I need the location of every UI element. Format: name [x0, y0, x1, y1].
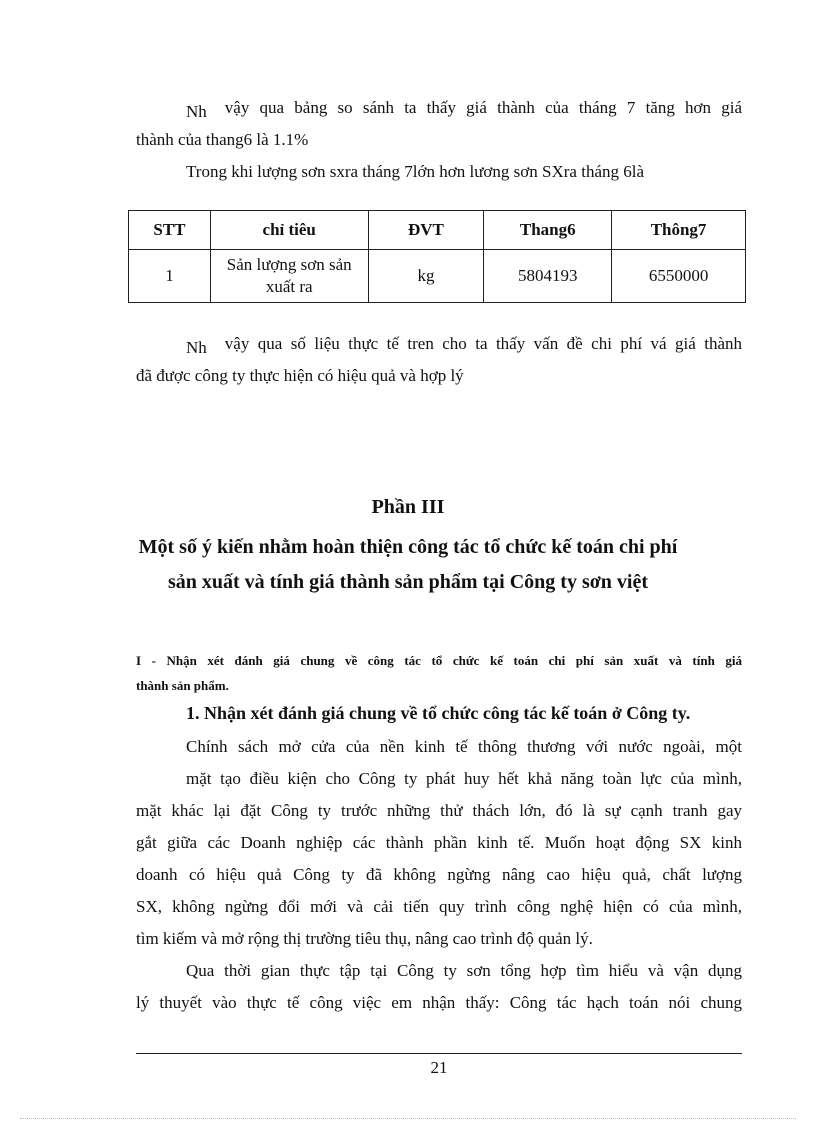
- body-line-8: Qua thời gian thực tập tại Công ty sơn tổng hợp tìm hiểu và vận dụng: [186, 961, 742, 980]
- comparison-table: [128, 210, 746, 303]
- section-title-line2: sản xuất và tính giá thành sản phẩm tại Công ty sơn việt: [167, 571, 649, 593]
- cell-thang7: 6550000: [612, 250, 746, 303]
- subheading-1: 1. Nhận xét đánh giá chung về tổ chức công tác kế toán ở Công ty.: [186, 703, 691, 723]
- para1-line3: Trong khi lượng sơn sxra tháng 7lớn hơn lương sơn SXra tháng 6là: [186, 162, 645, 181]
- table-row: [129, 250, 746, 303]
- para1-line2: thành của thang6 là 1.1%: [136, 130, 309, 149]
- body-line-7: tìm kiếm và mở rộng thị trường tiêu thụ, nâng cao trình độ quản lý.: [136, 929, 593, 948]
- table-header-row: [129, 211, 746, 250]
- cell-chitieu-line1: Sản lượng sơn sản: [226, 255, 352, 274]
- para2-line1-text: vậy qua số liệu thực tế tren cho ta thấy vấn đề chi phí vá giá thành: [224, 334, 742, 353]
- cell-chitieu: [210, 250, 368, 303]
- para1-nh: Nh: [186, 102, 207, 121]
- para2-nh: Nh: [186, 338, 207, 357]
- body-line-6: SX, không ngừng đổi mới và cải tiến quy trình công nghệ hiện có của mình,: [136, 897, 742, 916]
- para2-line2: đã được công ty thực hiện có hiệu quả và hợp lý: [136, 366, 464, 385]
- cell-chitieu-line2: xuất ra: [265, 277, 313, 296]
- body-line-1: Chính sách mở cửa của nền kinh tế thông thương với nước ngoài, một: [186, 737, 742, 756]
- footer-rule: [136, 1053, 742, 1054]
- header-stt: STT: [129, 211, 211, 250]
- body-line-3: mặt khác lại đặt Công ty trước những thử thách lớn, đó là sự cạnh tranh gay: [136, 801, 742, 820]
- heading-i-line1: I - Nhận xét đánh giá chung về công tác tổ chức kế toán chi phí sản xuất và tính giá: [136, 653, 742, 668]
- body-line-9: lý thuyết vào thực tế công việc em nhận thấy: Công tác hạch toán nói chung: [136, 993, 742, 1012]
- header-chitieu: chỉ tiêu: [210, 211, 368, 250]
- heading-i-line2: thành sản phẩm.: [136, 678, 229, 693]
- header-thang6: Thang6: [484, 211, 612, 250]
- body-line-5: doanh có hiệu quả Công ty đã không ngừng nâng cao hiệu quả, chất lượng: [136, 865, 742, 884]
- para2-line1: [186, 332, 742, 356]
- para1-line1: [186, 96, 742, 120]
- cell-dvt: kg: [368, 250, 484, 303]
- para1-line1-text: vậy qua bảng so sánh ta thấy giá thành của tháng 7 tăng hơn giá: [224, 98, 742, 117]
- section-title-line1: Một số ý kiến nhằm hoàn thiện công tác tổ chức kế toán chi phí: [138, 536, 678, 558]
- cell-thang6: 5804193: [484, 250, 612, 303]
- cell-stt: 1: [129, 250, 211, 303]
- page-number: 21: [430, 1058, 448, 1077]
- page-bottom-border: [20, 1118, 796, 1119]
- header-dvt: ĐVT: [368, 211, 484, 250]
- body-line-2: mặt tạo điều kiện cho Công ty phát huy hết khả năng toàn lực của mình,: [186, 769, 742, 788]
- header-thang7: Thông7: [612, 211, 746, 250]
- body-line-4: gắt giữa các Doanh nghiệp các thành phần kinh tế. Muốn hoạt động SX kinh: [136, 833, 742, 852]
- part-heading: Phần III: [371, 496, 445, 518]
